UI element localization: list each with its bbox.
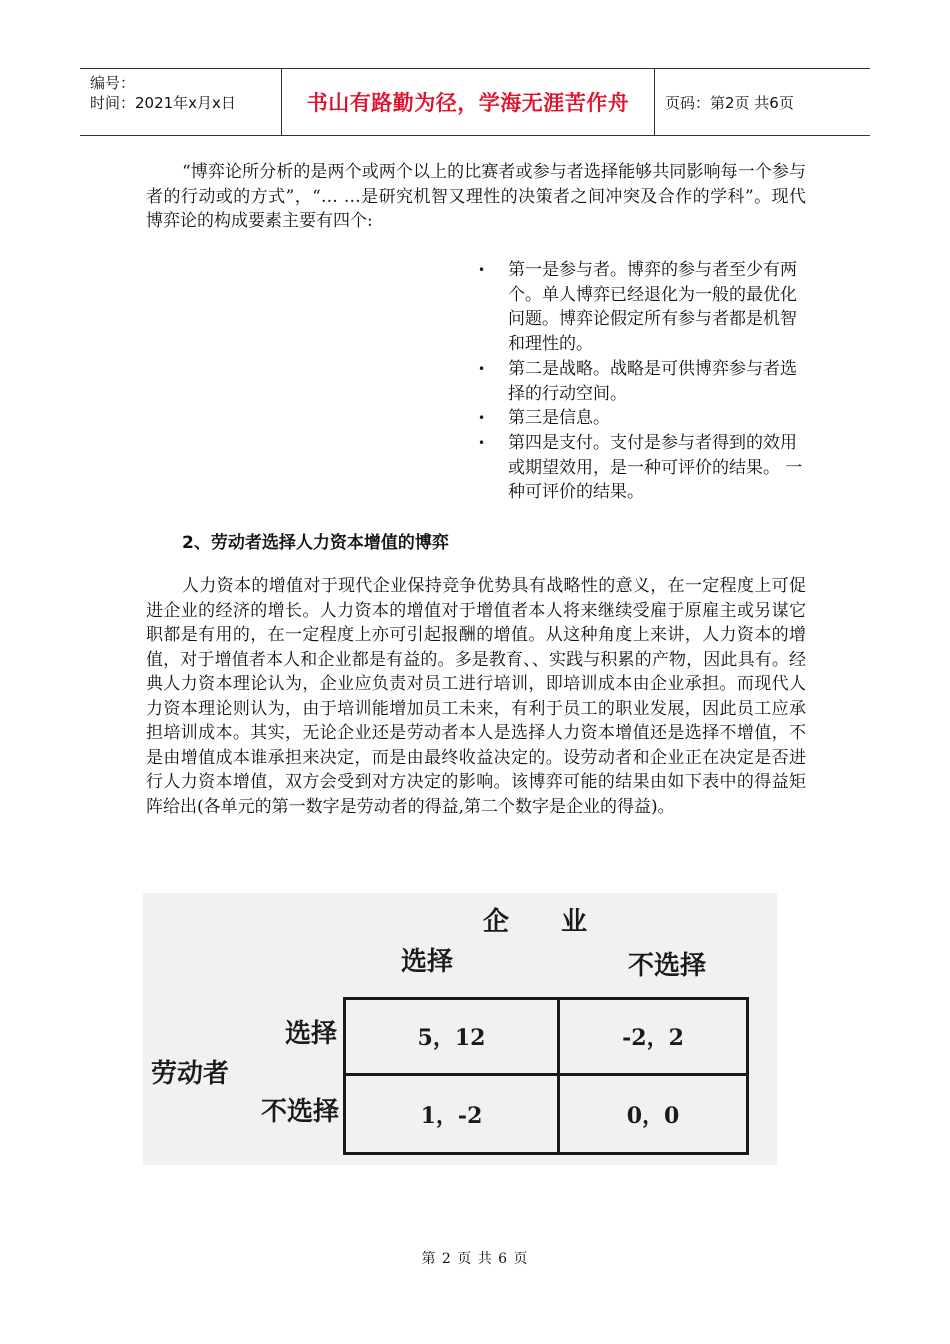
elements-list bbox=[474, 258, 804, 505]
bullet-icon: • bbox=[478, 361, 486, 376]
payoff-cell: 1，-2 bbox=[346, 1076, 560, 1152]
row-header-choose: 选择 bbox=[285, 1019, 338, 1049]
list-item-text: 第二是战略。战略是可供博弈参与者选择的行动空间。 bbox=[508, 358, 797, 404]
list-item bbox=[474, 258, 804, 357]
page-footer: 第 2 页 共 6 页 bbox=[421, 1251, 529, 1267]
list-item bbox=[474, 357, 804, 406]
header-meta bbox=[80, 69, 282, 135]
time-label: 时间：2021年x月x日 bbox=[90, 94, 236, 112]
column-player-label: 企业 bbox=[483, 907, 640, 937]
main-paragraph: 人力资本的增值对于现代企业保持竞争优势具有战略性的意义，在一定程度上可促进企业的经济的增长。人力资本的增值对于增值者本人将来继续受雇于原雇主或另谋它职都是有用的，在一定程度上亦可引起报酬的增值。从这种角度上来讲，人力资本的增值，对于增值者本人和企业都是有益的。多是教育、、实践与积累的产物，因此具有。经典人力资本理论认为，企业应负责对员工进行培训，即培训成本由企业承担。而现代人力资本理论则认为，由于培训能增加员工未来，有利于员工的职业发展，因此员工应承担培训成本。其实，无论企业还是劳动者本人是选择人力资本增值还是选择不增值，不是由增值成本谁承担来决定，而是由最终收益决定的。设劳动者和企业正在决定是否进行人力资本增值，双方会受到对方决定的影响。该博弈可能的结果由如下表中的得益矩阵给出(各单元的第一数字是劳动者的得益,第二个数字是企业的得益)。 bbox=[146, 576, 806, 817]
intro-paragraph: “博弈论所分析的是两个或两个以上的比赛者或参与者选择能够共同影响每一个参与者的行动或的方式”，“… …是研究机智又理性的决策者之间冲突及合作的学科”。现代博弈论的构成要素主要有四个: bbox=[146, 162, 806, 231]
bullet-icon: • bbox=[478, 435, 486, 450]
list-item-text: 第四是支付。支付是参与者得到的效用或期望效用，是一种可评价的结果。 一种可评价的结果。 bbox=[508, 432, 803, 503]
payoff-grid bbox=[343, 997, 749, 1155]
payoff-cell: 0，0 bbox=[626, 1102, 680, 1129]
list-item-text: 第一是参与者。博弈的参与者至少有两个。单人博弈已经退化为一般的最优化问题。博弈论假定所有参与者都是机智和理性的。 bbox=[508, 260, 797, 355]
payoff-cell: 5，12 bbox=[346, 1000, 560, 1076]
column-header-not-choose: 不选择 bbox=[628, 951, 707, 981]
page-header bbox=[80, 68, 870, 136]
header-motto: 书山有路勤为径，学海无涯苦作舟 bbox=[282, 69, 655, 135]
list-item bbox=[474, 431, 804, 505]
header-page-info: 页码：第2页 共6页 bbox=[665, 93, 794, 112]
column-header-choose: 选择 bbox=[401, 947, 454, 977]
row-player-label: 劳动者 bbox=[151, 1059, 230, 1089]
row-header-not-choose: 不选择 bbox=[261, 1097, 340, 1127]
list-item-text: 第三是信息。 bbox=[508, 408, 610, 429]
number-label: 编号： bbox=[90, 74, 136, 92]
section-title: 2、劳动者选择人力资本增值的博弈 bbox=[182, 533, 449, 553]
bullet-icon: • bbox=[478, 263, 486, 277]
payoff-cell: -2，2 bbox=[560, 1000, 746, 1076]
list-item bbox=[474, 406, 804, 431]
bullet-icon: • bbox=[478, 411, 486, 426]
payoff-matrix-figure bbox=[143, 893, 777, 1165]
